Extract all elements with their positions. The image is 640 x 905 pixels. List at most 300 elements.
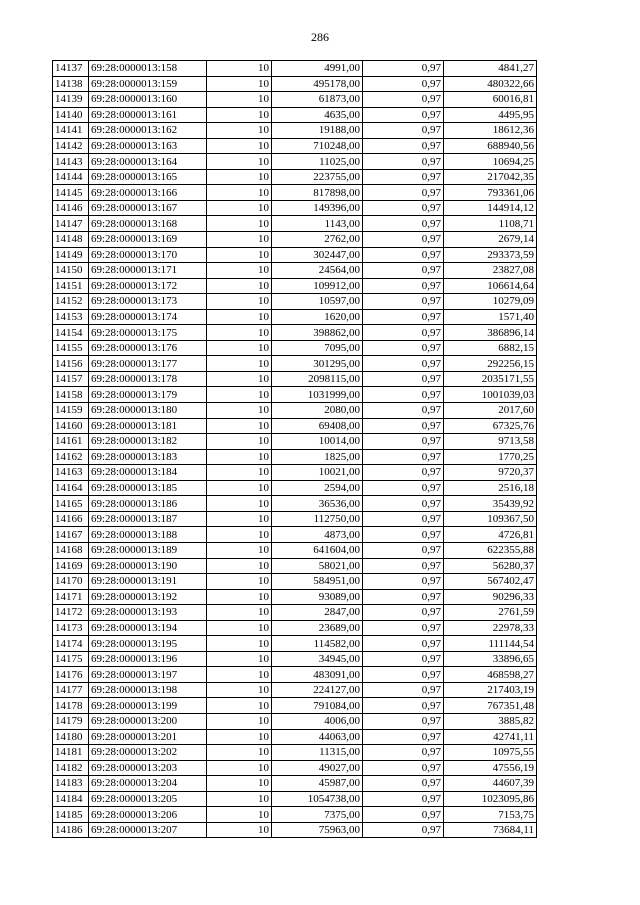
table-row <box>53 340 537 356</box>
cadastral-number-cell: 69:28:0000013:183 <box>89 449 207 465</box>
result-cell: 23827,08 <box>444 263 537 279</box>
row-number-cell: 14177 <box>53 682 89 698</box>
value-cell: 36536,00 <box>272 496 363 512</box>
cadastral-number-cell: 69:28:0000013:180 <box>89 403 207 419</box>
value-cell: 10597,00 <box>272 294 363 310</box>
row-number-cell: 14169 <box>53 558 89 574</box>
cadastral-number-cell: 69:28:0000013:186 <box>89 496 207 512</box>
value-cell: 58021,00 <box>272 558 363 574</box>
cadastral-number-cell: 69:28:0000013:181 <box>89 418 207 434</box>
cadastral-number-cell: 69:28:0000013:192 <box>89 589 207 605</box>
row-number-cell: 14141 <box>53 123 89 139</box>
value-cell: 301295,00 <box>272 356 363 372</box>
cadastral-number-cell: 69:28:0000013:158 <box>89 61 207 77</box>
coefficient-cell: 0,97 <box>363 403 444 419</box>
category-cell: 10 <box>207 247 272 263</box>
row-number-cell: 14172 <box>53 605 89 621</box>
coefficient-cell: 0,97 <box>363 61 444 77</box>
row-number-cell: 14155 <box>53 340 89 356</box>
coefficient-cell: 0,97 <box>363 807 444 823</box>
row-number-cell: 14165 <box>53 496 89 512</box>
table-row <box>53 92 537 108</box>
row-number-cell: 14159 <box>53 403 89 419</box>
table-row <box>53 698 537 714</box>
table-row <box>53 356 537 372</box>
coefficient-cell: 0,97 <box>363 605 444 621</box>
category-cell: 10 <box>207 387 272 403</box>
row-number-cell: 14167 <box>53 527 89 543</box>
coefficient-cell: 0,97 <box>363 154 444 170</box>
row-number-cell: 14183 <box>53 776 89 792</box>
value-cell: 1620,00 <box>272 309 363 325</box>
result-cell: 22978,33 <box>444 620 537 636</box>
coefficient-cell: 0,97 <box>363 232 444 248</box>
table-row <box>53 185 537 201</box>
category-cell: 10 <box>207 123 272 139</box>
row-number-cell: 14176 <box>53 667 89 683</box>
category-cell: 10 <box>207 496 272 512</box>
value-cell: 11025,00 <box>272 154 363 170</box>
row-number-cell: 14140 <box>53 107 89 123</box>
category-cell: 10 <box>207 682 272 698</box>
value-cell: 641604,00 <box>272 542 363 558</box>
value-cell: 44063,00 <box>272 729 363 745</box>
table-row <box>53 232 537 248</box>
cadastral-number-cell: 69:28:0000013:207 <box>89 822 207 838</box>
category-cell: 10 <box>207 807 272 823</box>
category-cell: 10 <box>207 309 272 325</box>
row-number-cell: 14184 <box>53 791 89 807</box>
category-cell: 10 <box>207 620 272 636</box>
result-cell: 10975,55 <box>444 745 537 761</box>
coefficient-cell: 0,97 <box>363 123 444 139</box>
cadastral-number-cell: 69:28:0000013:203 <box>89 760 207 776</box>
coefficient-cell: 0,97 <box>363 340 444 356</box>
table-row <box>53 449 537 465</box>
result-cell: 47556,19 <box>444 760 537 776</box>
row-number-cell: 14154 <box>53 325 89 341</box>
row-number-cell: 14156 <box>53 356 89 372</box>
cadastral-number-cell: 69:28:0000013:200 <box>89 713 207 729</box>
category-cell: 10 <box>207 636 272 652</box>
cadastral-number-cell: 69:28:0000013:167 <box>89 200 207 216</box>
cadastral-number-cell: 69:28:0000013:176 <box>89 340 207 356</box>
cadastral-number-cell: 69:28:0000013:165 <box>89 169 207 185</box>
table-row <box>53 294 537 310</box>
category-cell: 10 <box>207 61 272 77</box>
coefficient-cell: 0,97 <box>363 682 444 698</box>
coefficient-cell: 0,97 <box>363 822 444 838</box>
value-cell: 34945,00 <box>272 651 363 667</box>
value-cell: 23689,00 <box>272 620 363 636</box>
category-cell: 10 <box>207 449 272 465</box>
result-cell: 6882,15 <box>444 340 537 356</box>
cadastral-number-cell: 69:28:0000013:170 <box>89 247 207 263</box>
category-cell: 10 <box>207 776 272 792</box>
result-cell: 3885,82 <box>444 713 537 729</box>
coefficient-cell: 0,97 <box>363 76 444 92</box>
value-cell: 495178,00 <box>272 76 363 92</box>
cadastral-number-cell: 69:28:0000013:187 <box>89 511 207 527</box>
result-cell: 9713,58 <box>444 434 537 450</box>
result-cell: 2017,60 <box>444 403 537 419</box>
row-number-cell: 14166 <box>53 511 89 527</box>
result-cell: 2516,18 <box>444 480 537 496</box>
coefficient-cell: 0,97 <box>363 636 444 652</box>
coefficient-cell: 0,97 <box>363 356 444 372</box>
table-row <box>53 169 537 185</box>
value-cell: 1825,00 <box>272 449 363 465</box>
table-row <box>53 76 537 92</box>
result-cell: 292256,15 <box>444 356 537 372</box>
result-cell: 4841,27 <box>444 61 537 77</box>
category-cell: 10 <box>207 745 272 761</box>
cadastral-number-cell: 69:28:0000013:190 <box>89 558 207 574</box>
value-cell: 61873,00 <box>272 92 363 108</box>
table-row <box>53 216 537 232</box>
row-number-cell: 14151 <box>53 278 89 294</box>
table-row <box>53 605 537 621</box>
row-number-cell: 14168 <box>53 542 89 558</box>
page-number: 286 <box>311 30 329 44</box>
coefficient-cell: 0,97 <box>363 776 444 792</box>
category-cell: 10 <box>207 154 272 170</box>
category-cell: 10 <box>207 760 272 776</box>
cadastral-number-cell: 69:28:0000013:166 <box>89 185 207 201</box>
row-number-cell: 14162 <box>53 449 89 465</box>
row-number-cell: 14148 <box>53 232 89 248</box>
coefficient-cell: 0,97 <box>363 434 444 450</box>
result-cell: 2679,14 <box>444 232 537 248</box>
row-number-cell: 14143 <box>53 154 89 170</box>
category-cell: 10 <box>207 200 272 216</box>
category-cell: 10 <box>207 76 272 92</box>
table-row <box>53 123 537 139</box>
result-cell: 567402,47 <box>444 574 537 590</box>
coefficient-cell: 0,97 <box>363 294 444 310</box>
coefficient-cell: 0,97 <box>363 169 444 185</box>
cadastral-number-cell: 69:28:0000013:178 <box>89 371 207 387</box>
cadastral-number-cell: 69:28:0000013:174 <box>89 309 207 325</box>
registry-table <box>52 60 537 838</box>
coefficient-cell: 0,97 <box>363 574 444 590</box>
cadastral-number-cell: 69:28:0000013:191 <box>89 574 207 590</box>
cadastral-number-cell: 69:28:0000013:185 <box>89 480 207 496</box>
coefficient-cell: 0,97 <box>363 92 444 108</box>
result-cell: 2035171,55 <box>444 371 537 387</box>
result-cell: 217042,35 <box>444 169 537 185</box>
table-row <box>53 387 537 403</box>
row-number-cell: 14174 <box>53 636 89 652</box>
category-cell: 10 <box>207 434 272 450</box>
result-cell: 4495,95 <box>444 107 537 123</box>
value-cell: 4991,00 <box>272 61 363 77</box>
category-cell: 10 <box>207 169 272 185</box>
coefficient-cell: 0,97 <box>363 713 444 729</box>
row-number-cell: 14150 <box>53 263 89 279</box>
row-number-cell: 14175 <box>53 651 89 667</box>
value-cell: 4635,00 <box>272 107 363 123</box>
table-body <box>53 61 537 838</box>
value-cell: 483091,00 <box>272 667 363 683</box>
cadastral-number-cell: 69:28:0000013:163 <box>89 138 207 154</box>
category-cell: 10 <box>207 558 272 574</box>
value-cell: 2762,00 <box>272 232 363 248</box>
category-cell: 10 <box>207 511 272 527</box>
row-number-cell: 14152 <box>53 294 89 310</box>
category-cell: 10 <box>207 185 272 201</box>
result-cell: 42741,11 <box>444 729 537 745</box>
cadastral-number-cell: 69:28:0000013:196 <box>89 651 207 667</box>
category-cell: 10 <box>207 667 272 683</box>
result-cell: 2761,59 <box>444 605 537 621</box>
table-row <box>53 822 537 838</box>
coefficient-cell: 0,97 <box>363 480 444 496</box>
row-number-cell: 14170 <box>53 574 89 590</box>
coefficient-cell: 0,97 <box>363 185 444 201</box>
value-cell: 223755,00 <box>272 169 363 185</box>
table-row <box>53 403 537 419</box>
coefficient-cell: 0,97 <box>363 698 444 714</box>
cadastral-number-cell: 69:28:0000013:168 <box>89 216 207 232</box>
result-cell: 4726,81 <box>444 527 537 543</box>
cadastral-number-cell: 69:28:0000013:171 <box>89 263 207 279</box>
row-number-cell: 14185 <box>53 807 89 823</box>
table-row <box>53 620 537 636</box>
row-number-cell: 14145 <box>53 185 89 201</box>
value-cell: 7375,00 <box>272 807 363 823</box>
result-cell: 1108,71 <box>444 216 537 232</box>
row-number-cell: 14144 <box>53 169 89 185</box>
result-cell: 111144,54 <box>444 636 537 652</box>
coefficient-cell: 0,97 <box>363 418 444 434</box>
value-cell: 710248,00 <box>272 138 363 154</box>
value-cell: 4873,00 <box>272 527 363 543</box>
coefficient-cell: 0,97 <box>363 620 444 636</box>
value-cell: 791084,00 <box>272 698 363 714</box>
cadastral-number-cell: 69:28:0000013:175 <box>89 325 207 341</box>
row-number-cell: 14157 <box>53 371 89 387</box>
coefficient-cell: 0,97 <box>363 791 444 807</box>
table-row <box>53 107 537 123</box>
cadastral-number-cell: 69:28:0000013:193 <box>89 605 207 621</box>
cadastral-number-cell: 69:28:0000013:199 <box>89 698 207 714</box>
row-number-cell: 14161 <box>53 434 89 450</box>
category-cell: 10 <box>207 263 272 279</box>
result-cell: 33896,65 <box>444 651 537 667</box>
category-cell: 10 <box>207 542 272 558</box>
table-row <box>53 511 537 527</box>
coefficient-cell: 0,97 <box>363 278 444 294</box>
result-cell: 73684,11 <box>444 822 537 838</box>
value-cell: 2847,00 <box>272 605 363 621</box>
cadastral-number-cell: 69:28:0000013:160 <box>89 92 207 108</box>
coefficient-cell: 0,97 <box>363 247 444 263</box>
category-cell: 10 <box>207 729 272 745</box>
row-number-cell: 14164 <box>53 480 89 496</box>
category-cell: 10 <box>207 356 272 372</box>
result-cell: 90296,33 <box>444 589 537 605</box>
table-row <box>53 371 537 387</box>
coefficient-cell: 0,97 <box>363 371 444 387</box>
cadastral-number-cell: 69:28:0000013:172 <box>89 278 207 294</box>
result-cell: 622355,88 <box>444 542 537 558</box>
cadastral-number-cell: 69:28:0000013:204 <box>89 776 207 792</box>
result-cell: 44607,39 <box>444 776 537 792</box>
result-cell: 60016,81 <box>444 92 537 108</box>
table-row <box>53 682 537 698</box>
category-cell: 10 <box>207 325 272 341</box>
category-cell: 10 <box>207 278 272 294</box>
row-number-cell: 14142 <box>53 138 89 154</box>
table-row <box>53 418 537 434</box>
row-number-cell: 14181 <box>53 745 89 761</box>
cadastral-number-cell: 69:28:0000013:182 <box>89 434 207 450</box>
cadastral-number-cell: 69:28:0000013:161 <box>89 107 207 123</box>
table-row <box>53 636 537 652</box>
category-cell: 10 <box>207 605 272 621</box>
cadastral-number-cell: 69:28:0000013:169 <box>89 232 207 248</box>
cadastral-number-cell: 69:28:0000013:194 <box>89 620 207 636</box>
coefficient-cell: 0,97 <box>363 107 444 123</box>
result-cell: 106614,64 <box>444 278 537 294</box>
value-cell: 302447,00 <box>272 247 363 263</box>
cadastral-number-cell: 69:28:0000013:195 <box>89 636 207 652</box>
coefficient-cell: 0,97 <box>363 745 444 761</box>
row-number-cell: 14147 <box>53 216 89 232</box>
cadastral-number-cell: 69:28:0000013:159 <box>89 76 207 92</box>
result-cell: 144914,12 <box>444 200 537 216</box>
category-cell: 10 <box>207 371 272 387</box>
cadastral-number-cell: 69:28:0000013:205 <box>89 791 207 807</box>
category-cell: 10 <box>207 92 272 108</box>
row-number-cell: 14182 <box>53 760 89 776</box>
result-cell: 468598,27 <box>444 667 537 683</box>
value-cell: 817898,00 <box>272 185 363 201</box>
value-cell: 112750,00 <box>272 511 363 527</box>
value-cell: 584951,00 <box>272 574 363 590</box>
result-cell: 1023095,86 <box>444 791 537 807</box>
value-cell: 10014,00 <box>272 434 363 450</box>
category-cell: 10 <box>207 138 272 154</box>
result-cell: 18612,36 <box>444 123 537 139</box>
row-number-cell: 14179 <box>53 713 89 729</box>
result-cell: 1770,25 <box>444 449 537 465</box>
table-row <box>53 527 537 543</box>
coefficient-cell: 0,97 <box>363 216 444 232</box>
table-row <box>53 776 537 792</box>
value-cell: 114582,00 <box>272 636 363 652</box>
table-row <box>53 574 537 590</box>
value-cell: 69408,00 <box>272 418 363 434</box>
result-cell: 7153,75 <box>444 807 537 823</box>
coefficient-cell: 0,97 <box>363 760 444 776</box>
table-row <box>53 589 537 605</box>
result-cell: 10694,25 <box>444 154 537 170</box>
cadastral-number-cell: 69:28:0000013:206 <box>89 807 207 823</box>
category-cell: 10 <box>207 294 272 310</box>
result-cell: 688940,56 <box>444 138 537 154</box>
coefficient-cell: 0,97 <box>363 496 444 512</box>
table-row <box>53 651 537 667</box>
value-cell: 2098115,00 <box>272 371 363 387</box>
row-number-cell: 14180 <box>53 729 89 745</box>
table-row <box>53 667 537 683</box>
table-row <box>53 434 537 450</box>
value-cell: 93089,00 <box>272 589 363 605</box>
value-cell: 4006,00 <box>272 713 363 729</box>
result-cell: 109367,50 <box>444 511 537 527</box>
cadastral-number-cell: 69:28:0000013:179 <box>89 387 207 403</box>
result-cell: 67325,76 <box>444 418 537 434</box>
coefficient-cell: 0,97 <box>363 263 444 279</box>
value-cell: 45987,00 <box>272 776 363 792</box>
row-number-cell: 14139 <box>53 92 89 108</box>
coefficient-cell: 0,97 <box>363 387 444 403</box>
value-cell: 224127,00 <box>272 682 363 698</box>
row-number-cell: 14186 <box>53 822 89 838</box>
coefficient-cell: 0,97 <box>363 449 444 465</box>
coefficient-cell: 0,97 <box>363 325 444 341</box>
coefficient-cell: 0,97 <box>363 465 444 481</box>
coefficient-cell: 0,97 <box>363 651 444 667</box>
coefficient-cell: 0,97 <box>363 542 444 558</box>
result-cell: 35439,92 <box>444 496 537 512</box>
category-cell: 10 <box>207 107 272 123</box>
table-row <box>53 807 537 823</box>
row-number-cell: 14153 <box>53 309 89 325</box>
coefficient-cell: 0,97 <box>363 589 444 605</box>
category-cell: 10 <box>207 403 272 419</box>
cadastral-number-cell: 69:28:0000013:201 <box>89 729 207 745</box>
coefficient-cell: 0,97 <box>363 511 444 527</box>
cadastral-number-cell: 69:28:0000013:198 <box>89 682 207 698</box>
coefficient-cell: 0,97 <box>363 200 444 216</box>
value-cell: 1143,00 <box>272 216 363 232</box>
category-cell: 10 <box>207 480 272 496</box>
table-row <box>53 496 537 512</box>
result-cell: 10279,09 <box>444 294 537 310</box>
cadastral-number-cell: 69:28:0000013:177 <box>89 356 207 372</box>
value-cell: 1031999,00 <box>272 387 363 403</box>
table-row <box>53 791 537 807</box>
coefficient-cell: 0,97 <box>363 138 444 154</box>
cadastral-number-cell: 69:28:0000013:202 <box>89 745 207 761</box>
row-number-cell: 14158 <box>53 387 89 403</box>
table-row <box>53 309 537 325</box>
result-cell: 386896,14 <box>444 325 537 341</box>
category-cell: 10 <box>207 418 272 434</box>
table-row <box>53 542 537 558</box>
category-cell: 10 <box>207 340 272 356</box>
value-cell: 109912,00 <box>272 278 363 294</box>
result-cell: 56280,37 <box>444 558 537 574</box>
table-row <box>53 61 537 77</box>
table-row <box>53 558 537 574</box>
cadastral-number-cell: 69:28:0000013:188 <box>89 527 207 543</box>
category-cell: 10 <box>207 698 272 714</box>
result-cell: 793361,06 <box>444 185 537 201</box>
value-cell: 2080,00 <box>272 403 363 419</box>
row-number-cell: 14163 <box>53 465 89 481</box>
result-cell: 293373,59 <box>444 247 537 263</box>
category-cell: 10 <box>207 465 272 481</box>
category-cell: 10 <box>207 651 272 667</box>
value-cell: 11315,00 <box>272 745 363 761</box>
result-cell: 767351,48 <box>444 698 537 714</box>
category-cell: 10 <box>207 574 272 590</box>
category-cell: 10 <box>207 232 272 248</box>
